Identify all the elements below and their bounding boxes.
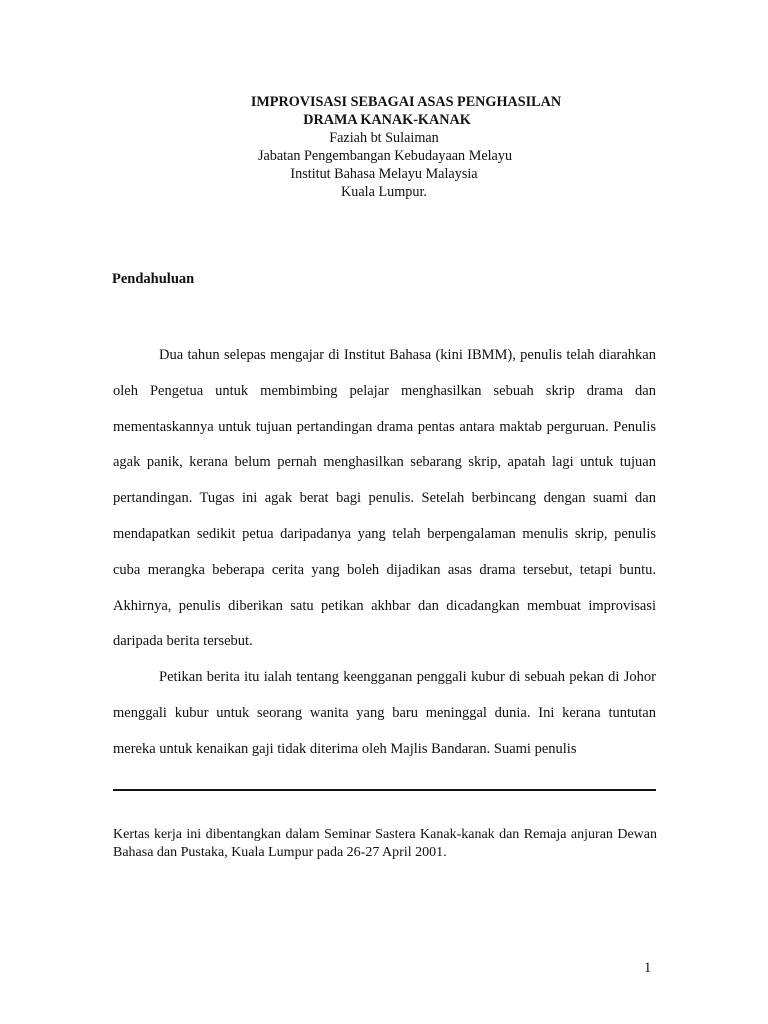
document-title-line-2: DRAMA KANAK-KANAK	[303, 112, 471, 128]
author-institution: Institut Bahasa Melayu Malaysia	[290, 166, 478, 182]
section-heading: Pendahuluan	[112, 271, 195, 287]
author-city: Kuala Lumpur.	[341, 184, 427, 200]
footnote: Kertas kerja ini dibentangkan dalam Seminar Sastera Kanak-kanak dan Remaja anjuran Dewan Bahasa dan Pustaka, Kuala Lumpur pada 26-27 April 2001.	[113, 827, 657, 860]
author-department: Jabatan Pengembangan Kebudayaan Melayu	[257, 148, 513, 164]
paragraph-2: Petikan berita itu ialah tentang keengganan penggali kubur di sebuah pekan di Johor menggali kubur untuk seorang wanita yang baru meninggal dunia. Ini kerana tuntutan mereka untuk kenaikan gaji tidak diterima oleh Majlis Bandaran. Suami penulis	[113, 669, 656, 757]
author-name: Faziah bt Sulaiman	[329, 130, 439, 146]
page-number: 1	[644, 960, 652, 976]
document-header	[0, 93, 768, 201]
footnote-separator	[113, 789, 656, 791]
body-text	[113, 338, 656, 768]
document-title-line-1: IMPROVISASI SEBAGAI ASAS PENGHASILAN	[250, 94, 562, 110]
paragraph-1: Dua tahun selepas mengajar di Institut Bahasa (kini IBMM), penulis telah diarahkan oleh Pengetua untuk membimbing pelajar menghasilkan sebuah skrip drama dan mementaskannya untuk tujuan pertandingan drama pentas antara maktab perguruan. Penulis agak panik, kerana belum pernah menghasilkan sebarang skrip, apatah lagi untuk tujuan pertandingan. Tugas ini agak berat bagi penulis. Setelah berbincang dengan suami dan mendapatkan sedikit petua daripadanya yang telah berpengalaman menulis skrip, penulis cuba merangka beberapa cerita yang boleh dijadikan asas drama tersebut, tetapi buntu. Akhirnya, penulis diberikan satu petikan akhbar dan dicadangkan membuat improvisasi daripada berita tersebut.	[113, 347, 656, 650]
